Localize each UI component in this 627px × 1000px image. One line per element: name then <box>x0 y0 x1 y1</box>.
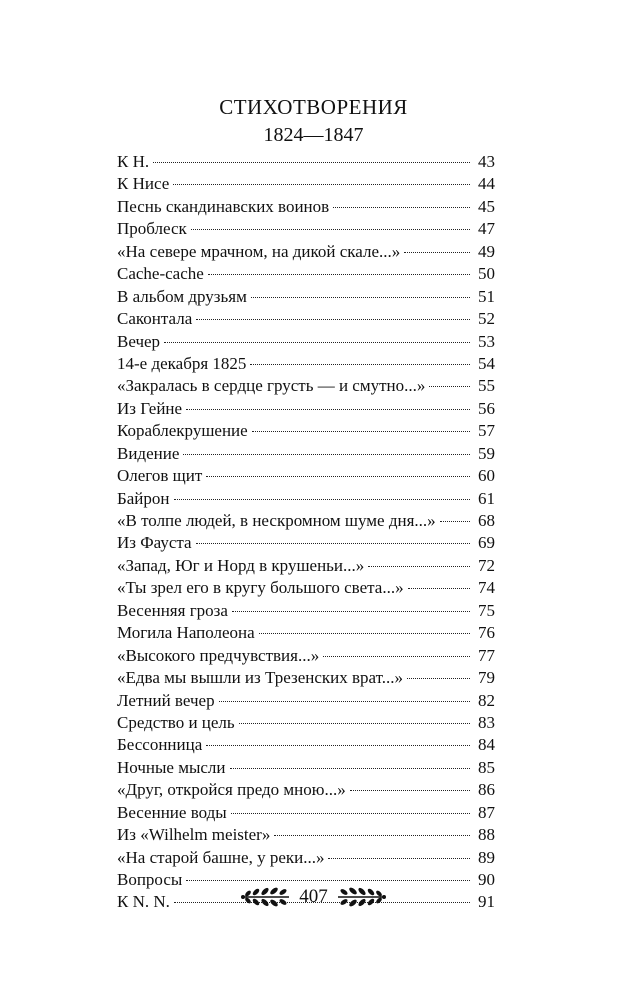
toc-entry-page: 91 <box>478 892 495 912</box>
toc-entry <box>117 600 495 622</box>
toc-entry-title: «Едва мы вышли из Трезенских врат...» <box>117 668 404 688</box>
toc-entry-title: Саконтала <box>117 309 193 329</box>
floral-ornament-icon <box>336 884 388 910</box>
toc-dot-leader <box>191 229 470 230</box>
toc-entry-title: «Запад, Юг и Норд в крушеньи...» <box>117 555 365 575</box>
toc-dot-leader <box>323 656 470 657</box>
toc-entry-page: 54 <box>478 353 495 373</box>
toc-entry-page: 50 <box>478 264 495 284</box>
toc-entry <box>117 173 495 195</box>
toc-entry-title: К N. N. <box>117 892 170 912</box>
toc-entry-page: 89 <box>478 847 495 867</box>
toc-entry <box>117 555 495 577</box>
toc-dot-leader <box>231 813 470 814</box>
toc-entry-title: Вечер <box>117 331 161 351</box>
section-years: 1824—1847 <box>263 124 364 146</box>
toc-entry <box>117 622 495 644</box>
toc-entry-page: 86 <box>478 780 495 800</box>
toc-entry-title: Олегов щит <box>117 466 203 486</box>
toc-dot-leader <box>407 678 470 679</box>
toc-dot-leader <box>183 454 470 455</box>
toc-entry <box>117 218 495 240</box>
toc-dot-leader <box>232 611 470 612</box>
toc-dot-leader <box>219 701 470 702</box>
toc-entry-page: 85 <box>478 757 495 777</box>
toc-entry <box>117 734 495 756</box>
toc-entry <box>117 241 495 263</box>
toc-entry-page: 51 <box>478 286 495 306</box>
section-title: СТИХОТВОРЕНИЯ <box>219 95 408 119</box>
floral-ornament-icon <box>239 884 291 910</box>
toc-dot-leader <box>350 790 470 791</box>
toc-entry <box>117 263 495 285</box>
toc-dot-leader <box>404 252 470 253</box>
toc-entry-title: Весенняя гроза <box>117 600 228 620</box>
toc-entry-page: 56 <box>478 398 495 418</box>
toc-entry-title: К Нисе <box>117 174 170 194</box>
toc-entry <box>117 847 495 869</box>
toc-dot-leader <box>274 835 470 836</box>
toc-entry <box>117 331 495 353</box>
toc-entry <box>117 667 495 689</box>
toc-entry <box>117 488 495 510</box>
toc-entry-title: Кораблекрушение <box>117 421 248 441</box>
toc-entry-page: 45 <box>478 196 495 216</box>
toc-dot-leader <box>252 431 470 432</box>
toc-dot-leader <box>164 342 470 343</box>
toc-entry <box>117 510 495 532</box>
toc-entry-title: Видение <box>117 443 180 463</box>
toc-entry-page: 83 <box>478 712 495 732</box>
toc-entry <box>117 465 495 487</box>
toc-dot-leader <box>153 162 470 163</box>
toc-entry <box>117 196 495 218</box>
toc-entry <box>117 757 495 779</box>
toc-dot-leader <box>206 476 470 477</box>
toc-entry-page: 43 <box>478 152 495 171</box>
toc-entry-page: 79 <box>478 668 495 688</box>
toc-entry-page: 90 <box>478 870 495 889</box>
toc-entry-title: Летний вечер <box>117 690 215 710</box>
toc-entry-page: 87 <box>478 802 495 822</box>
toc-dot-leader <box>196 319 470 320</box>
toc-entry <box>117 532 495 554</box>
page-footer <box>0 882 627 912</box>
toc-dot-leader <box>173 184 470 185</box>
toc-entry-title: Песнь скандинавских воинов <box>117 196 330 216</box>
toc-dot-leader <box>186 880 470 881</box>
toc-entry <box>117 353 495 375</box>
toc-entry-title: Из «Wilhelm meister» <box>117 825 271 845</box>
toc-dot-leader <box>408 588 470 589</box>
toc-entry <box>117 802 495 824</box>
toc-entry-title: 14-е декабря 1825 <box>117 353 247 373</box>
toc-entry-page: 53 <box>478 331 495 351</box>
toc-dot-leader <box>328 858 470 859</box>
toc-entry-page: 59 <box>478 443 495 463</box>
toc-entry <box>117 443 495 465</box>
toc-entry <box>117 712 495 734</box>
toc-entry-page: 49 <box>478 241 495 261</box>
toc-entry-title: Весенние воды <box>117 802 227 822</box>
toc-entry <box>117 286 495 308</box>
toc-entry-title: «На севере мрачном, на дикой скале...» <box>117 241 401 261</box>
toc-entry <box>117 645 495 667</box>
toc-dot-leader <box>368 566 470 567</box>
toc-entry <box>117 577 495 599</box>
toc-entry-title: «На старой башне, у реки...» <box>117 847 325 867</box>
toc-entry-title: Cache-cache <box>117 264 204 284</box>
toc-entry-page: 47 <box>478 219 495 239</box>
toc-dot-leader <box>239 723 470 724</box>
toc-dot-leader <box>206 745 470 746</box>
toc-dot-leader <box>440 521 470 522</box>
toc-dot-leader <box>208 274 470 275</box>
page-number: 407 <box>299 886 328 907</box>
toc-dot-leader <box>259 633 470 634</box>
toc-entry-title: Средство и цель <box>117 712 235 732</box>
toc-dot-leader <box>250 364 470 365</box>
toc-entry <box>117 398 495 420</box>
toc-entry-page: 72 <box>478 555 495 575</box>
toc-entry-page: 76 <box>478 623 495 643</box>
toc-entry <box>117 375 495 397</box>
toc-entry-title: «Друг, откройся предо мною...» <box>117 780 346 800</box>
toc-entry-title: Могила Наполеона <box>117 623 255 643</box>
toc-entry <box>117 420 495 442</box>
toc-entry <box>117 824 495 846</box>
toc-entry <box>117 779 495 801</box>
toc-dot-leader <box>333 207 470 208</box>
toc-dot-leader <box>429 386 470 387</box>
toc-entry-title: В альбом друзьям <box>117 286 247 306</box>
toc-entry-page: 88 <box>478 825 495 845</box>
toc-dot-leader <box>174 499 470 500</box>
table-of-contents <box>117 151 495 914</box>
toc-entry-page: 55 <box>478 376 495 396</box>
toc-entry-title: Из Гейне <box>117 398 183 418</box>
toc-entry-title: Бессонница <box>117 735 203 755</box>
toc-entry <box>117 308 495 330</box>
toc-entry-page: 75 <box>478 600 495 620</box>
toc-entry-title: Вопросы <box>117 870 183 889</box>
toc-entry-title: «В толпе людей, в нескромном шуме дня...» <box>117 511 436 530</box>
toc-entry-page: 57 <box>478 421 495 441</box>
toc-dot-leader <box>251 297 470 298</box>
toc-entry-page: 44 <box>478 174 495 194</box>
toc-entry-page: 52 <box>478 309 495 329</box>
toc-entry-title: Проблеск <box>117 219 187 239</box>
toc-dot-leader <box>196 543 470 544</box>
toc-entry-page: 69 <box>478 533 495 553</box>
toc-entry-title: «Закралась в сердце грусть — и смутно...» <box>117 376 426 396</box>
toc-entry-title: Из Фауста <box>117 533 192 553</box>
toc-entry <box>117 690 495 712</box>
toc-entry-page: 82 <box>478 690 495 710</box>
toc-entry-title: Байрон <box>117 488 170 508</box>
toc-entry <box>117 151 495 173</box>
toc-entry-page: 74 <box>478 578 495 598</box>
toc-entry-page: 61 <box>478 488 495 508</box>
toc-entry-page: 60 <box>478 466 495 486</box>
toc-entry-page: 68 <box>478 511 495 530</box>
toc-entry-title: «Ты зрел его в кругу большого света...» <box>117 578 404 598</box>
toc-entry-page: 77 <box>478 645 495 665</box>
toc-entry-title: «Высокого предчувствия...» <box>117 645 320 665</box>
toc-entry-page: 84 <box>478 735 495 755</box>
toc-dot-leader <box>186 409 470 410</box>
toc-entry-title: К Н. <box>117 152 150 171</box>
toc-entry-title: Ночные мысли <box>117 757 226 777</box>
toc-dot-leader <box>230 768 470 769</box>
